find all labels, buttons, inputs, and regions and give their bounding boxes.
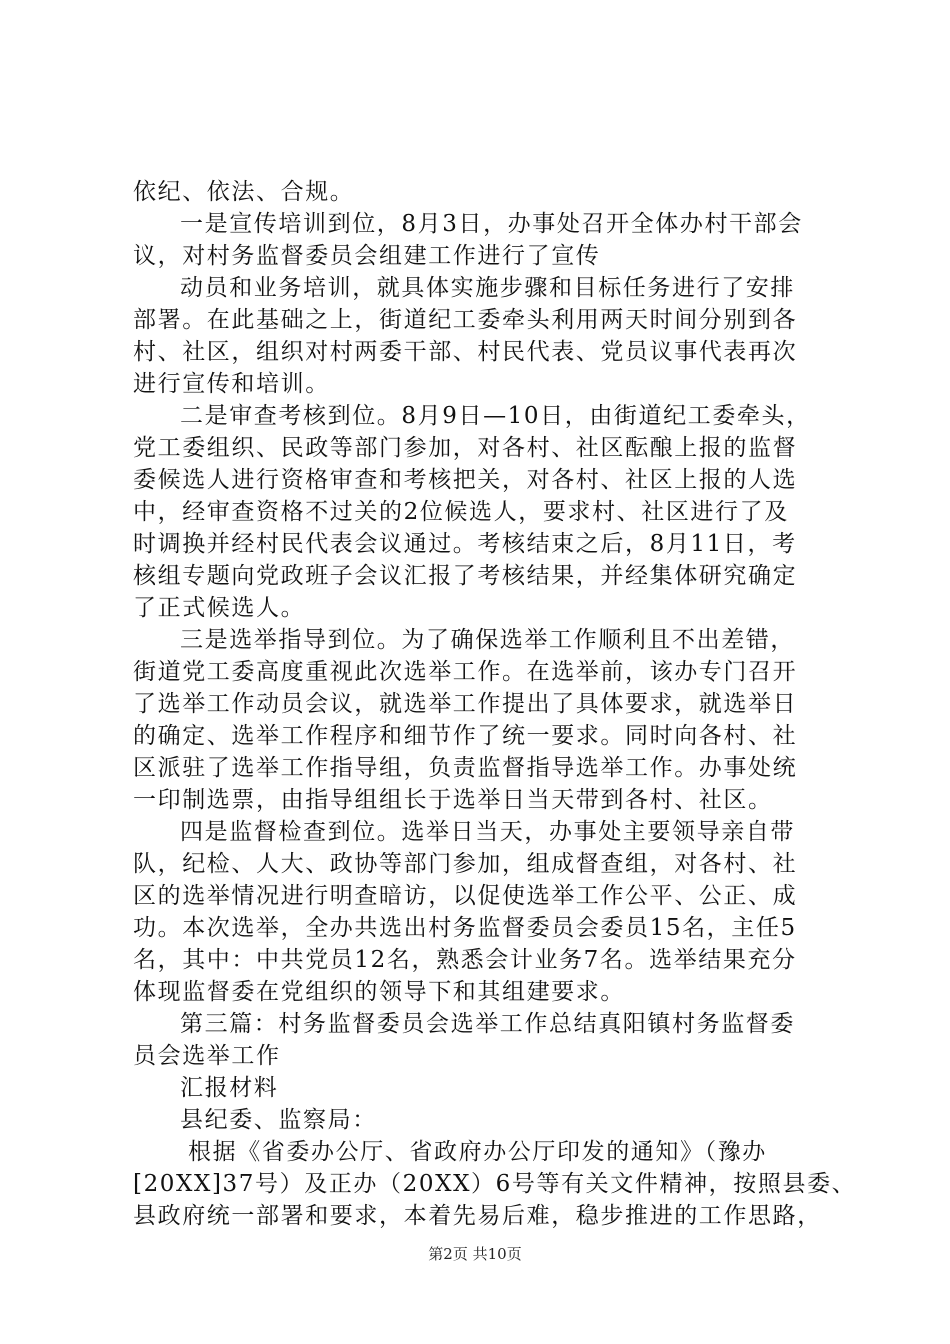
body-line: 党工委组织、民政等部门参加，对各村、社区酝酿上报的监督 [133,435,798,461]
body-line: 委候选人进行资格审查和考核把关，对各村、社区上报的人选 [133,467,798,493]
body-line: 区的选举情况进行明查暗访，以促使选举工作公平、公正、成 [133,883,798,909]
body-line: 体现监督委在党组织的领导下和其组建要求。 [133,979,625,1005]
body-line: [20XX]37号）及正办（20XX）6号等有关文件精神，按照县委、 [133,1171,857,1197]
body-line: 街道党工委高度重视此次选举工作。在选举前，该办专门召开 [133,659,798,685]
body-line: 了选举工作动员会议，就选举工作提出了具体要求，就选举日 [133,691,798,717]
body-line: 动员和业务培训，就具体实施步骤和目标任务进行了安排 [180,275,795,301]
body-line: 四是监督检查到位。选举日当天，办事处主要领导亲自带 [180,819,795,845]
body-line: 依纪、依法、合规。 [133,179,355,205]
body-line: 县政府统一部署和要求，本着先易后难，稳步推进的工作思路， [133,1203,822,1229]
body-line: 一印制选票，由指导组组长于选举日当天带到各村、社区。 [133,787,773,813]
body-line: 村、社区，组织对村两委干部、村民代表、党员议事代表再次 [133,339,798,365]
body-line: 功。本次选举，全办共选出村务监督委员会委员15名，主任5 [133,915,797,941]
body-line: 中，经审查资格不过关的2位候选人，要求村、社区进行了及 [133,499,789,525]
section-heading: 第三篇：村务监督委员会选举工作总结真阳镇村务监督委 [180,1011,795,1037]
body-line: 根据《省委办公厅、省政府办公厅印发的通知》（豫办 [188,1139,767,1165]
body-line: 核组专题向党政班子会议汇报了考核结果，并经集体研究确定 [133,563,798,589]
body-line: 一是宣传培训到位，8月3日，办事处召开全体办村干部会 [180,211,803,237]
body-line: 区派驻了选举工作指导组，负责监督指导选举工作。办事处统 [133,755,798,781]
body-line: 二是审查考核到位。8月9日—10日，由街道纪工委牵头， [180,403,811,429]
body-line: 汇报材料 [180,1075,279,1101]
body-line: 了正式候选人。 [133,595,306,621]
body-line: 部署。在此基础之上，街道纪工委牵头利用两天时间分别到各 [133,307,798,333]
page-number-footer: 第2页 共10页 [428,1245,522,1263]
body-line: 进行宣传和培训。 [133,371,330,397]
body-line: 名，其中：中共党员12名，熟悉会计业务7名。选举结果充分 [133,947,797,973]
body-line: 三是选举指导到位。为了确保选举工作顺利且不出差错， [180,627,795,653]
body-line: 队，纪检、人大、政协等部门参加，组成督查组，对各村、社 [133,851,798,877]
body-line: 议，对村务监督委员会组建工作进行了宣传 [133,243,601,269]
body-line: 的确定、选举工作程序和细节作了统一要求。同时向各村、社 [133,723,798,749]
body-line: 县纪委、监察局： [180,1107,377,1133]
section-heading: 员会选举工作 [133,1043,281,1069]
body-line: 时调换并经村民代表会议通过。考核结束之后，8月11日，考 [133,531,797,557]
